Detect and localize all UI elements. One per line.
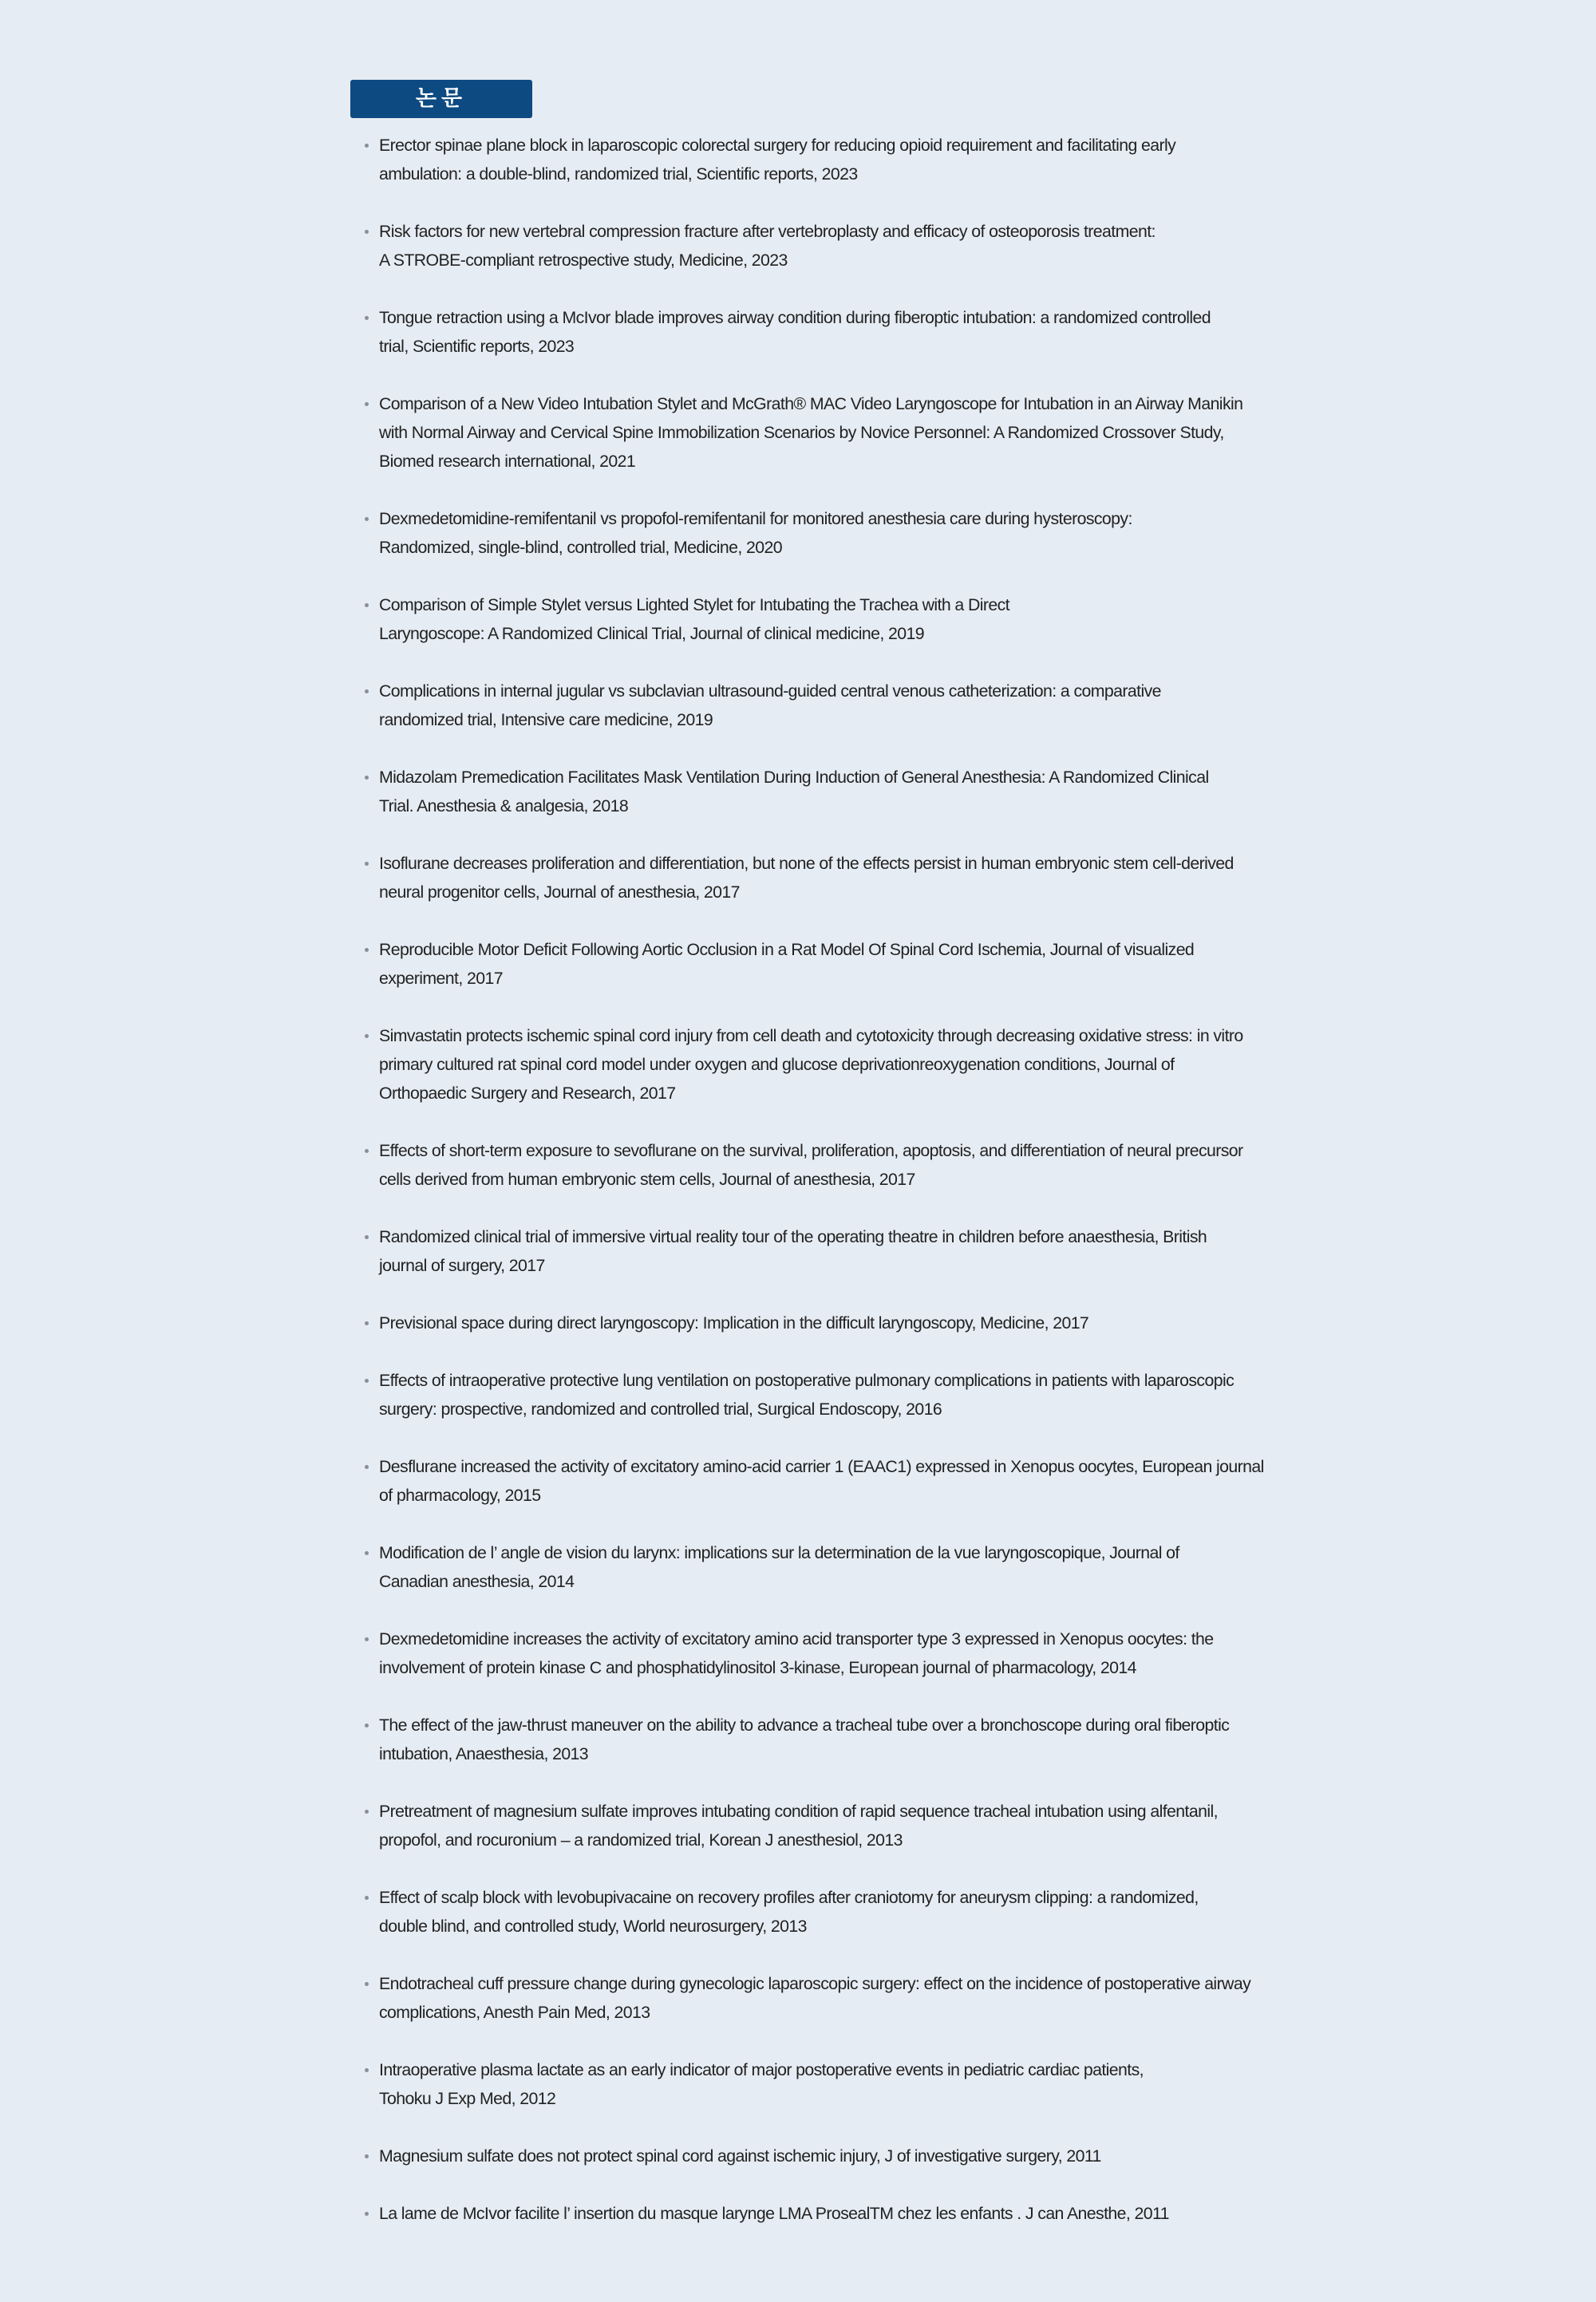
publication-text-line: Desflurane increased the activity of excitatory amino-acid carrier 1 (EAAC1) expressed in Xenopus oocytes, European journal (379, 1457, 1264, 1476)
publication-item (350, 131, 1308, 188)
publication-item (350, 1538, 1308, 1596)
publication-text-line: primary cultured rat spinal cord model under oxygen and glucose deprivationreoxygenation conditions, Journal of (379, 1055, 1175, 1074)
section-title-badge: 논문 (350, 80, 532, 118)
publication-item (350, 1883, 1308, 1941)
publication-text-line: Effects of short-term exposure to sevoflurane on the survival, proliferation, apoptosis, and differentiation of neural precursor (379, 1141, 1243, 1160)
publication-item (350, 217, 1308, 274)
publication-item (350, 590, 1308, 648)
publication-text-line: Magnesium sulfate does not protect spinal cord against ischemic injury, J of investigative surgery, 2011 (379, 2146, 1101, 2166)
publication-text-line: involvement of protein kinase C and phosphatidylinositol 3-kinase, European journal of pharmacology, 2014 (379, 1658, 1136, 1677)
publication-text-line: Pretreatment of magnesium sulfate improves intubating condition of rapid sequence tracheal intubation using alfentanil, (379, 1802, 1218, 1821)
publication-item (350, 389, 1308, 476)
publication-text-line: of pharmacology, 2015 (379, 1486, 541, 1505)
publication-item (350, 1222, 1308, 1280)
publication-text-line: Erector spinae plane block in laparoscopic colorectal surgery for reducing opioid requirement and facilitating early (379, 136, 1176, 155)
publication-text-line: Dexmedetomidine increases the activity of excitatory amino acid transporter type 3 expressed in Xenopus oocytes: the (379, 1629, 1214, 1649)
publication-text-line: Midazolam Premedication Facilitates Mask Ventilation During Induction of General Anesthesia: A Randomized Clinical (379, 768, 1209, 787)
publication-item (350, 1309, 1308, 1337)
publication-text-line: Orthopaedic Surgery and Research, 2017 (379, 1084, 676, 1103)
publication-text-line: double blind, and controlled study, World neurosurgery, 2013 (379, 1917, 807, 1936)
publication-text-line: randomized trial, Intensive care medicine, 2019 (379, 710, 713, 729)
publication-text-line: intubation, Anaesthesia, 2013 (379, 1744, 589, 1763)
publication-text-line: A STROBE-compliant retrospective study, Medicine, 2023 (379, 251, 788, 270)
publication-item (350, 1452, 1308, 1510)
publication-text-line: Isoflurane decreases proliferation and differentiation, but none of the effects persist in human embryonic stem cell-derived (379, 854, 1234, 873)
publication-text-line: Biomed research international, 2021 (379, 452, 636, 471)
publication-item (350, 2055, 1308, 2113)
publication-text-line: Previsional space during direct laryngoscopy: Implication in the difficult laryngoscopy, Medicine, 2017 (379, 1313, 1089, 1333)
publication-text-line: Randomized clinical trial of immersive virtual reality tour of the operating theatre in children before anaesthesia, British (379, 1227, 1207, 1246)
publication-list (350, 131, 1308, 2228)
publication-text-line: Comparison of Simple Stylet versus Lighted Stylet for Intubating the Trachea with a Direct (379, 595, 1010, 614)
publication-text-line: with Normal Airway and Cervical Spine Immobilization Scenarios by Novice Personnel: A Randomized Crossover Study, (379, 423, 1224, 442)
publication-text-line: Dexmedetomidine-remifentanil vs propofol-remifentanil for monitored anesthesia care during hysteroscopy: (379, 509, 1132, 528)
publication-text-line: Tongue retraction using a McIvor blade improves airway condition during fiberoptic intubation: a randomized controlled (379, 308, 1211, 327)
publication-item (350, 2199, 1308, 2228)
publication-text-line: trial, Scientific reports, 2023 (379, 337, 575, 356)
publication-item (350, 677, 1308, 734)
publication-item (350, 2142, 1308, 2170)
publication-text-line: Trial. Anesthesia & analgesia, 2018 (379, 796, 629, 815)
publication-item (350, 935, 1308, 993)
publication-text-line: Modification de l’ angle de vision du larynx: implications sur la determination de la vue laryngoscopique, Journal of (379, 1543, 1179, 1562)
publication-text-line: cells derived from human embryonic stem cells, Journal of anesthesia, 2017 (379, 1170, 915, 1189)
publication-text-line: Comparison of a New Video Intubation Stylet and McGrath® MAC Video Laryngoscope for Intubation in an Airway Manikin (379, 394, 1243, 413)
publication-text-line: neural progenitor cells, Journal of anesthesia, 2017 (379, 882, 740, 902)
publication-text-line: experiment, 2017 (379, 969, 503, 988)
publication-item (350, 763, 1308, 820)
publication-item (350, 303, 1308, 361)
publication-item (350, 1625, 1308, 1682)
publication-text-line: Simvastatin protects ischemic spinal cord injury from cell death and cytotoxicity through decreasing oxidative stress: in vitro (379, 1026, 1243, 1045)
publication-item (350, 1797, 1308, 1854)
publication-text-line: propofol, and rocuronium – a randomized trial, Korean J anesthesiol, 2013 (379, 1830, 903, 1850)
publication-text-line: Reproducible Motor Deficit Following Aortic Occlusion in a Rat Model Of Spinal Cord Ischemia, Journal of visualized (379, 940, 1195, 959)
publication-text-line: Intraoperative plasma lactate as an early indicator of major postoperative events in pediatric cardiac patients, (379, 2060, 1144, 2079)
publication-text-line: Risk factors for new vertebral compression fracture after vertebroplasty and efficacy of osteoporosis treatment: (379, 222, 1156, 241)
publication-item (350, 1366, 1308, 1423)
publication-item (350, 1021, 1308, 1108)
publication-text-line: complications, Anesth Pain Med, 2013 (379, 2003, 650, 2022)
publication-item (350, 504, 1308, 562)
publications-section (350, 80, 1308, 2257)
publication-text-line: The effect of the jaw-thrust maneuver on the ability to advance a tracheal tube over a bronchoscope during oral fiberoptic (379, 1716, 1230, 1735)
publication-text-line: Effect of scalp block with levobupivacaine on recovery profiles after craniotomy for aneurysm clipping: a randomized, (379, 1888, 1199, 1907)
publication-item (350, 1711, 1308, 1768)
publication-text-line: journal of surgery, 2017 (379, 1256, 545, 1275)
publication-text-line: Randomized, single-blind, controlled trial, Medicine, 2020 (379, 538, 783, 557)
publication-item (350, 1969, 1308, 2027)
publication-item (350, 1136, 1308, 1194)
publication-text-line: Tohoku J Exp Med, 2012 (379, 2089, 556, 2108)
publication-text-line: Effects of intraoperative protective lung ventilation on postoperative pulmonary complications in patients with laparoscopic (379, 1371, 1235, 1390)
publication-item (350, 849, 1308, 906)
publication-text-line: Endotracheal cuff pressure change during gynecologic laparoscopic surgery: effect on the incidence of postoperative airway (379, 1974, 1251, 1993)
publication-text-line: Complications in internal jugular vs subclavian ultrasound-guided central venous catheterization: a comparative (379, 681, 1161, 701)
publication-text-line: Canadian anesthesia, 2014 (379, 1572, 575, 1591)
publication-text-line: La lame de McIvor facilite l’ insertion du masque larynge LMA ProsealTM chez les enfants . J can Anesthe, 2011 (379, 2204, 1169, 2223)
publication-text-line: surgery: prospective, randomized and controlled trial, Surgical Endoscopy, 2016 (379, 1400, 942, 1419)
publication-text-line: Laryngoscope: A Randomized Clinical Trial, Journal of clinical medicine, 2019 (379, 624, 925, 643)
publication-text-line: ambulation: a double-blind, randomized trial, Scientific reports, 2023 (379, 164, 858, 184)
